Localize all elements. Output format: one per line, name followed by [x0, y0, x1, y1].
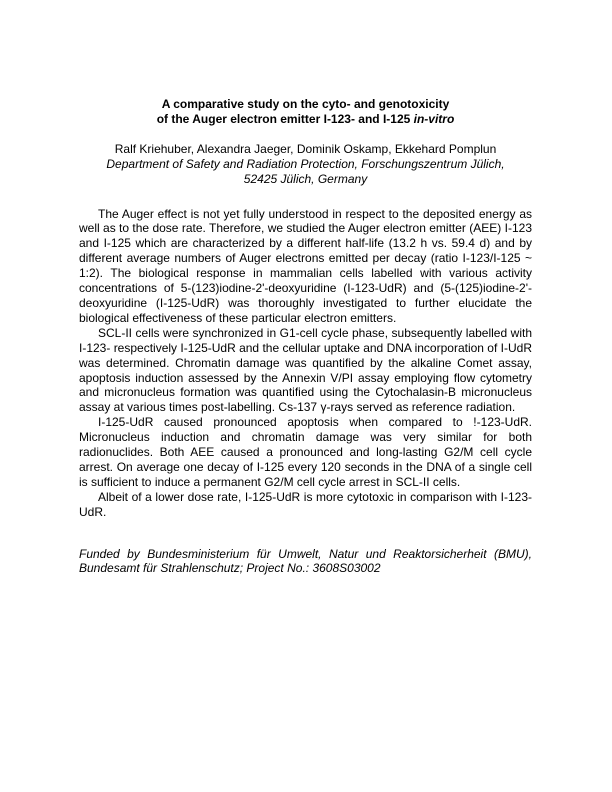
- paper-title-line2: [79, 112, 532, 127]
- authors-line: Ralf Kriehuber, Alexandra Jaeger, Dominik Oskamp, Ekkehard Pomplun: [114, 141, 497, 156]
- paper-title-line1: A comparative study on the cyto- and genotoxicity: [161, 97, 450, 111]
- abstract-body: [79, 207, 532, 520]
- affiliation: [79, 157, 532, 187]
- abstract-paragraph-2: SCL-II cells were synchronized in G1-cell cycle phase, subsequently labelled with I-123- respectively I-125-UdR and the cellular uptake and DNA incorporation of I-UdR was determined. Chromatin damage was quantified by the alkaline Comet assay, apoptosis induction assessed by the Annexin V/PI assay employing flow cytometry and micronucleus formation was quantified using the Cytochalasin-B micronucleus assay at various times post-labelling. Cs-137 γ-rays served as reference radiation.: [79, 325, 532, 415]
- paper-title-line2-text: of the Auger electron emitter I-123- and I-125: [156, 111, 414, 126]
- affiliation-line1: Department of Safety and Radiation Protection, Forschungszentrum Jülich,: [106, 156, 505, 171]
- abstract-paragraph-4: Albeit of a lower dose rate, I-125-UdR is more cytotoxic in comparison with I-123-UdR.: [79, 489, 532, 519]
- funding-note: Funded by Bundesministerium für Umwelt, Natur und Reaktorsicherheit (BMU), Bundesamt für Strahlenschutz; Project No.: 3608S03002: [79, 546, 532, 576]
- abstract-paragraph-3: I-125-UdR caused pronounced apoptosis when compared to !-123-UdR. Micronucleus induction and chromatin damage was very similar for both radionuclides. Both AEE caused a pronounced and long-lasting G2/M cell cycle arrest. On average one decay of I-125 every 120 seconds in the DNA of a single cell is sufficient to induce a permanent G2/M cell cycle arrest in SCL-II cells.: [79, 415, 532, 489]
- paper-title: [79, 97, 532, 127]
- affiliation-line2: 52425 Jülich, Germany: [243, 171, 368, 186]
- paper-title-invitro-emphasis: in-vitro: [413, 111, 455, 126]
- abstract-paragraph-1: The Auger effect is not yet fully understood in respect to the deposited energy as well as to the dose rate. Therefore, we studied the Auger electron emitter (AEE) I-123 and I-125 which are characterized by a different half-life (13.2 h vs. 59.4 d) and by different average numbers of Auger electrons emitted per decay (ratio I-123/I-125 ~ 1:2). The biological response in mammalian cells labelled with various activity concentrations of 5-(123)iodine-2'-deoxyuridine (I-123-UdR) and (5-(125)iodine-2'-deoxyuridine (I-125-UdR) was thoroughly investigated to further elucidate the biological effectiveness of these particular electron emitters.: [79, 206, 532, 325]
- author-affiliation-block: [79, 142, 532, 187]
- abstract-content: [79, 97, 532, 588]
